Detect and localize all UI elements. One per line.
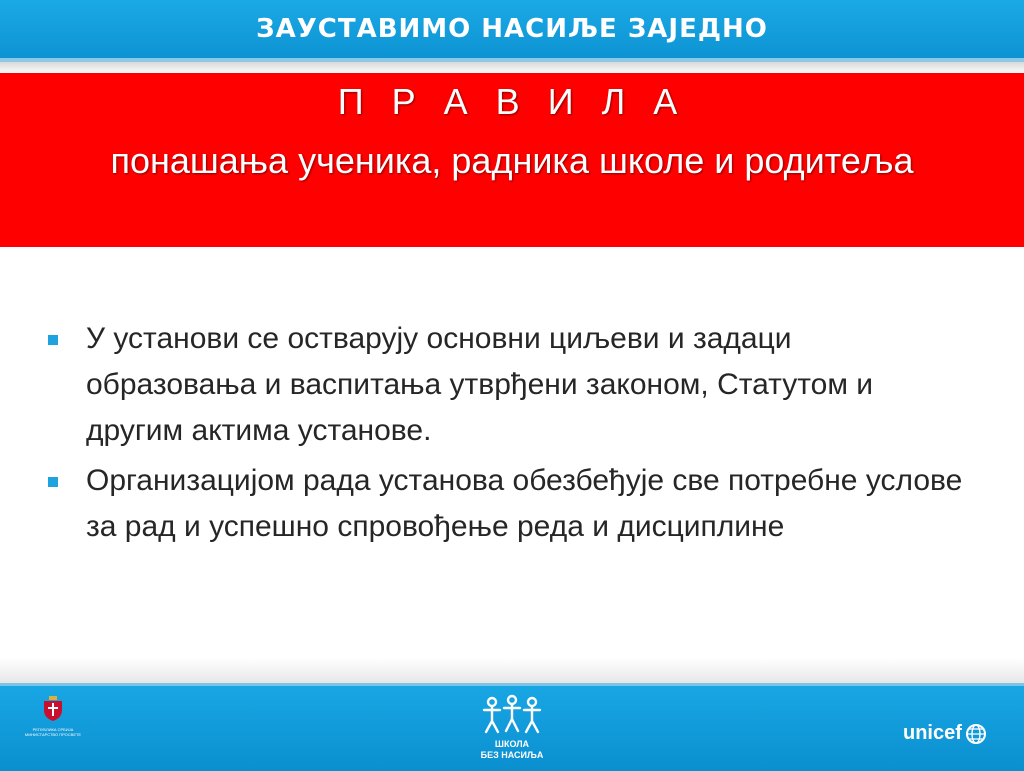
top-banner	[0, 0, 1024, 62]
bullet-item	[44, 458, 964, 550]
bullet-text: У установи се остварују основни циљеви и задаци образовања и васпитања утврђени законом, Статутом и другим актима установе.	[86, 322, 874, 447]
bullet-text: Организацијом рада установа обезбеђује све потребне услове за рад и успешно спровођење реда и дисциплине	[86, 464, 963, 543]
crest-caption: РЕПУБЛИКА СРБИЈА МИНИСТАРСТВО ПРОСВЕТЕ	[24, 727, 82, 737]
slide-title: П Р А В И Л А	[337, 81, 687, 122]
school-logo-line1: ШКОЛА	[494, 739, 530, 749]
school-logo-line2: БЕЗ НАСИЉА	[480, 750, 544, 760]
bullet-item	[44, 316, 964, 454]
unicef-globe-icon	[965, 723, 987, 745]
banner-title: ЗАУСТАВИМО НАСИЉЕ ЗАЈЕДНО	[256, 14, 768, 44]
serbian-crest-logo	[18, 696, 88, 737]
footer-fade	[0, 658, 1024, 684]
school-without-violence-logo	[472, 694, 552, 761]
children-figures-icon	[481, 694, 543, 734]
square-bullet-icon	[48, 335, 58, 345]
unicef-label: unicef	[903, 722, 962, 744]
serbian-coat-of-arms-icon	[42, 696, 64, 722]
square-bullet-icon	[48, 477, 58, 487]
unicef-logo	[903, 722, 987, 745]
slide-subtitle: понашања ученика, радника школе и родитеља	[110, 140, 914, 181]
bullet-list	[44, 316, 964, 554]
footer-bar	[0, 683, 1024, 771]
title-band	[0, 73, 1024, 247]
